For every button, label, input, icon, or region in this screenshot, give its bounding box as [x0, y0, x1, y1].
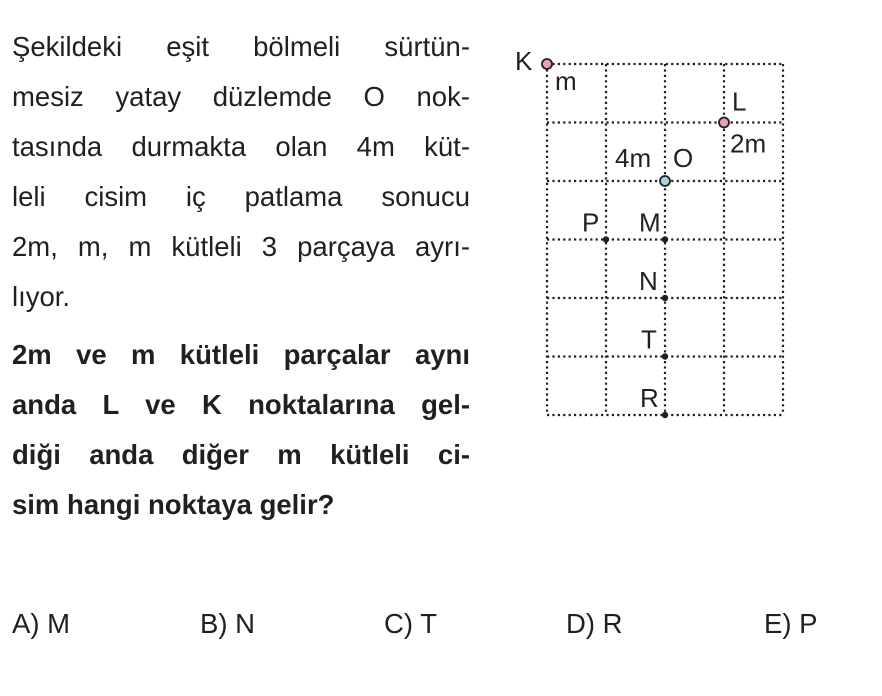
point-l-mass-label: 2m — [730, 128, 767, 159]
option-key: C) — [384, 608, 414, 639]
point-m-marker — [662, 236, 668, 242]
point-k-marker — [542, 59, 552, 69]
question-line: mesiz yatay düzlemde O nok- — [12, 81, 470, 112]
option-text: M — [47, 608, 71, 639]
point-l-label: L — [732, 86, 747, 117]
option-text: N — [235, 608, 256, 639]
option-d[interactable] — [566, 608, 623, 640]
point-k-label: K — [515, 46, 533, 76]
option-key: A) — [12, 608, 40, 639]
point-l-marker — [719, 118, 729, 128]
option-text: P — [799, 608, 818, 639]
question-line: lıyor. — [12, 281, 71, 312]
point-o-marker — [660, 176, 670, 186]
option-e[interactable] — [764, 608, 817, 640]
answer-options — [12, 608, 872, 652]
option-key: E) — [764, 608, 792, 639]
point-t-label: T — [641, 324, 657, 355]
question-prompt-line: 2m ve m kütleli parçalar aynı — [12, 339, 470, 370]
point-n-marker — [662, 295, 668, 301]
point-r-label: R — [640, 383, 659, 413]
question-line: tasında durmakta olan 4m küt- — [12, 131, 470, 162]
question-line: leli cisim iç patlama sonucu — [12, 181, 470, 212]
option-b[interactable] — [200, 608, 255, 640]
option-a[interactable] — [12, 608, 70, 640]
question-line: 2m, m, m kütleli 3 parçaya ayrı- — [12, 231, 470, 262]
point-p-label: P — [582, 207, 600, 238]
question-prompt-line: sim hangi noktaya gelir? — [12, 489, 335, 520]
question-prompt-line: anda L ve K noktalarına gel- — [12, 389, 470, 420]
point-r-marker — [662, 412, 668, 418]
point-n-label: N — [639, 266, 658, 296]
option-key: B) — [200, 608, 228, 639]
point-o-label: O — [673, 143, 694, 173]
point-k-mass-label: m — [555, 66, 577, 96]
point-m-label: M — [639, 207, 661, 238]
option-text: T — [420, 608, 437, 639]
question-prompt-line: diği anda diğer m kütleli ci- — [12, 439, 470, 470]
option-c[interactable] — [384, 608, 437, 640]
point-o-mass-label: 4m — [615, 143, 652, 173]
point-p-marker — [603, 236, 609, 242]
option-key: D) — [566, 608, 596, 639]
point-t-marker — [662, 353, 668, 359]
question-line: Şekildeki eşit bölmeli sürtün- — [12, 31, 470, 62]
option-text: R — [602, 608, 623, 639]
